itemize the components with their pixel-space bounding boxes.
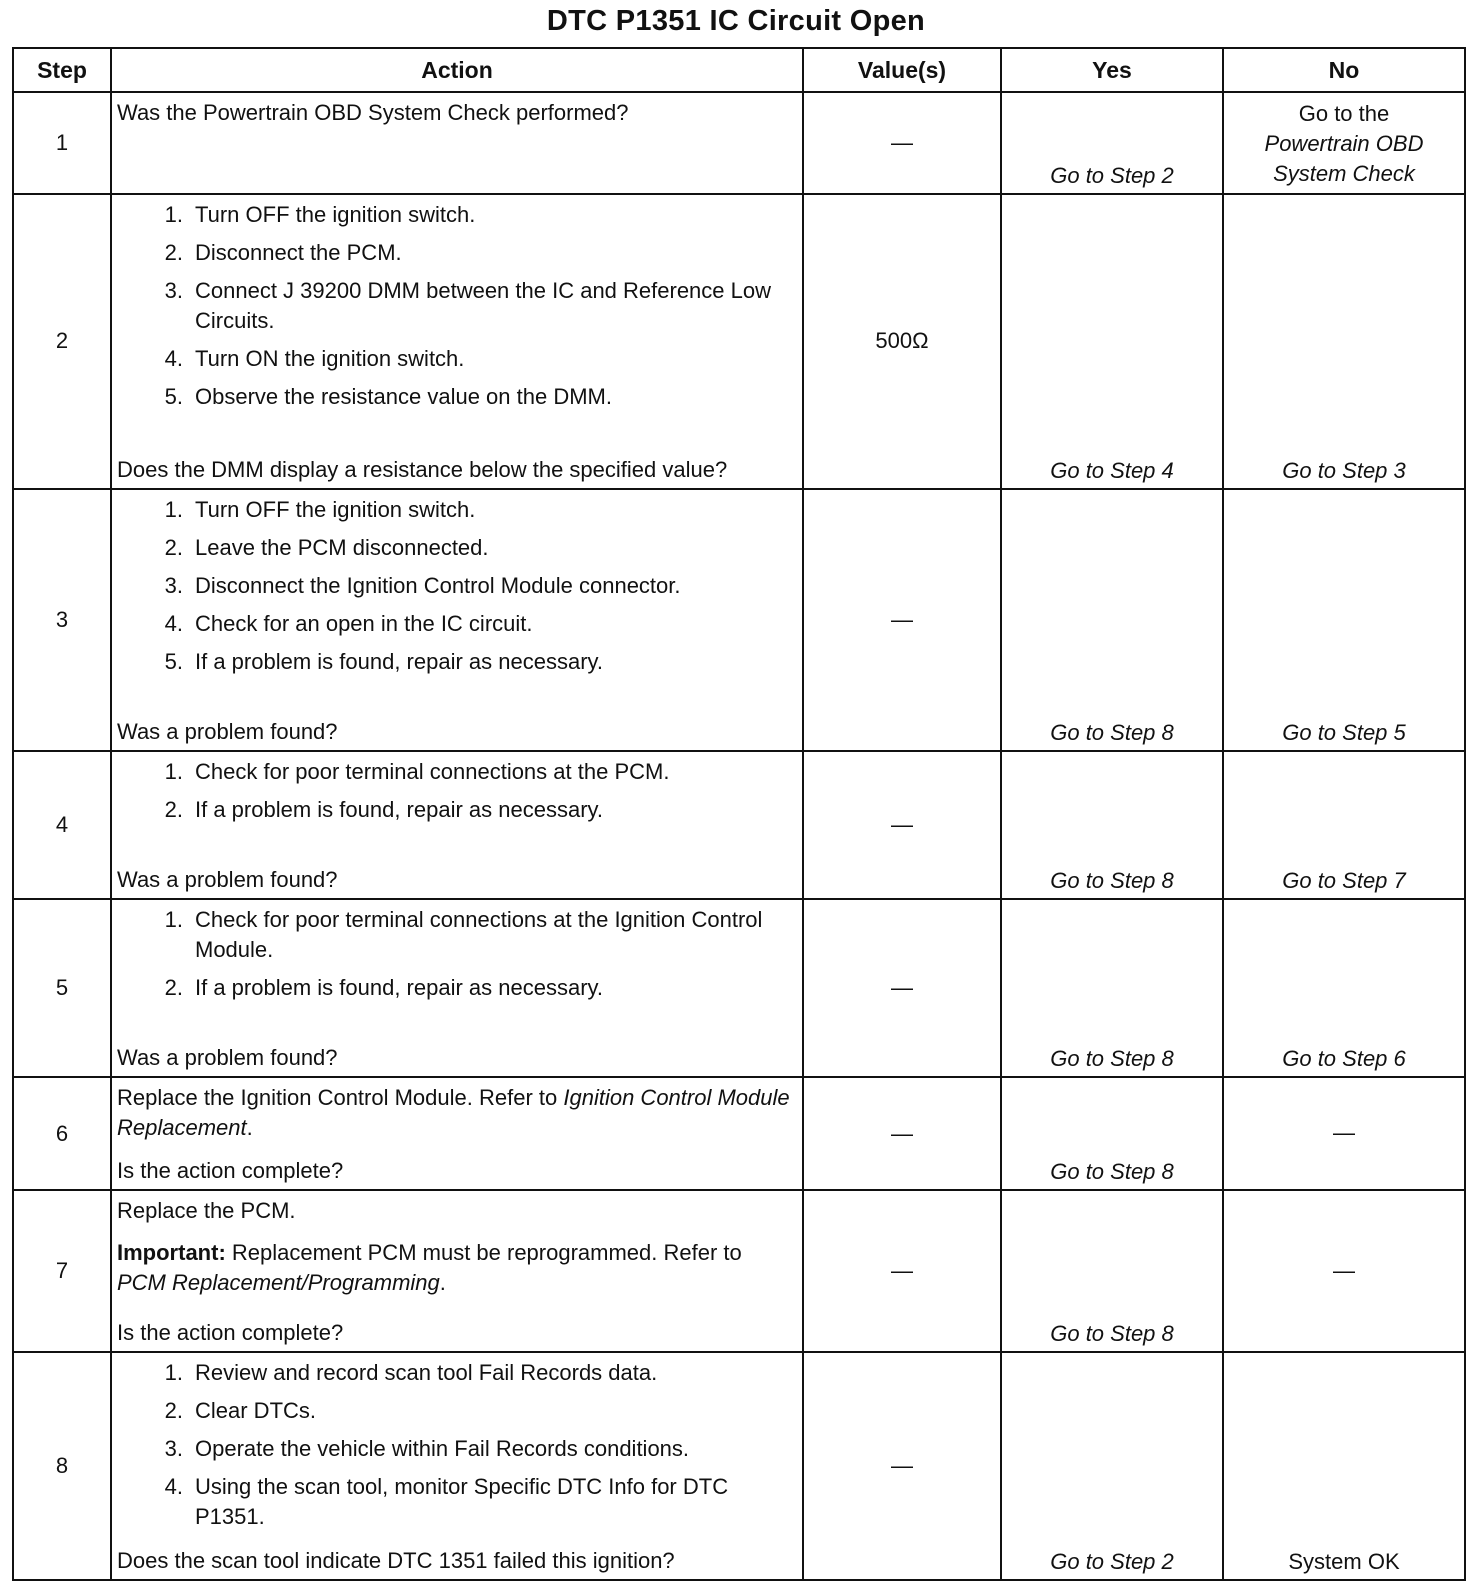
value-cell: — (803, 1077, 1001, 1190)
action-cell (111, 1352, 803, 1580)
action-cell (111, 1190, 803, 1352)
value-cell: — (803, 489, 1001, 751)
action-question: Does the DMM display a resistance below the specified value? (117, 456, 728, 482)
list-item: 3. Connect J 39200 DMM between the IC and Reference Low Circuits. (164, 277, 771, 333)
substep-list (117, 1358, 794, 1532)
value-cell: — (803, 92, 1001, 194)
yes-cell: Go to Step 4 (1001, 194, 1223, 489)
action-question: Does the scan tool indicate DTC 1351 failed this ignition? (117, 1548, 675, 1573)
no-cell (1223, 92, 1465, 194)
table-header-row (13, 48, 1465, 92)
substep-list (117, 905, 794, 1003)
list-item: 4. Turn ON the ignition switch. (164, 345, 465, 371)
no-reference: Powertrain OBD System Check (1264, 131, 1424, 186)
list-item: 2. If a problem is found, repair as necessary. (164, 974, 604, 1000)
no-cell: — (1223, 1190, 1465, 1352)
reference-link: Ignition Control Module Replacement (117, 1085, 790, 1141)
list-item: 4. Using the scan tool, monitor Specific DTC Info for DTC P1351. (164, 1473, 729, 1529)
table-row (13, 1352, 1465, 1580)
header-step: Step (13, 48, 111, 92)
yes-cell: Go to Step 2 (1001, 1352, 1223, 1580)
action-cell (111, 751, 803, 898)
table-row (13, 489, 1465, 751)
step-number: 8 (13, 1352, 111, 1580)
table-row (13, 751, 1465, 898)
yes-cell: Go to Step 8 (1001, 1190, 1223, 1352)
list-item: 2. Clear DTCs. (164, 1397, 317, 1423)
action-cell (111, 899, 803, 1078)
list-item: 2. Disconnect the PCM. (164, 239, 402, 265)
step-number: 1 (13, 92, 111, 194)
header-values: Value(s) (803, 48, 1001, 92)
list-item: 2. Leave the PCM disconnected. (164, 534, 489, 560)
substep-list (117, 757, 794, 825)
yes-cell: Go to Step 8 (1001, 489, 1223, 751)
no-cell: Go to Step 7 (1223, 751, 1465, 898)
no-cell: Go to Step 6 (1223, 899, 1465, 1078)
action-question: Was a problem found? (117, 1045, 338, 1071)
table-row (13, 92, 1465, 194)
action-question: Was a problem found? (117, 866, 338, 892)
substep-list (117, 200, 794, 412)
list-item: 4. Check for an open in the IC circuit. (164, 610, 533, 636)
list-item: 1. Turn OFF the ignition switch. (164, 201, 476, 227)
list-item: 5. If a problem is found, repair as necessary. (164, 648, 604, 674)
important-note: Important: Replacement PCM must be reprogrammed. Refer to PCM Replacement/Programming. (117, 1240, 742, 1296)
table-row (13, 194, 1465, 489)
list-item: 1. Turn OFF the ignition switch. (164, 496, 476, 522)
list-item: 1. Check for poor terminal connections at the Ignition Control Module. (164, 906, 763, 962)
step-number: 6 (13, 1077, 111, 1190)
step-number: 5 (13, 899, 111, 1078)
action-question: Is the action complete? (117, 1158, 344, 1184)
action-cell (111, 194, 803, 489)
header-no: No (1223, 48, 1465, 92)
value-cell: — (803, 1190, 1001, 1352)
list-item: 3. Disconnect the Ignition Control Module connector. (164, 572, 681, 598)
step-number: 4 (13, 751, 111, 898)
no-prefix: Go to the (1298, 101, 1390, 126)
value-cell: — (803, 751, 1001, 898)
diagnostic-table (12, 47, 1466, 1581)
header-yes: Yes (1001, 48, 1223, 92)
yes-cell: Go to Step 8 (1001, 751, 1223, 898)
step-number: 2 (13, 194, 111, 489)
yes-cell: Go to Step 8 (1001, 1077, 1223, 1190)
action-instruction: Replace the PCM. (117, 1198, 296, 1224)
no-cell: Go to Step 3 (1223, 194, 1465, 489)
step-number: 3 (13, 489, 111, 751)
yes-cell: Go to Step 2 (1001, 92, 1223, 194)
action-cell (111, 92, 803, 194)
table-row (13, 1077, 1465, 1190)
action-cell (111, 1077, 803, 1190)
header-action: Action (111, 48, 803, 92)
list-item: 3. Operate the vehicle within Fail Records conditions. (164, 1435, 690, 1461)
reference-link: PCM Replacement/Programming (117, 1270, 440, 1296)
no-cell: System OK (1223, 1352, 1465, 1580)
list-item: 1. Review and record scan tool Fail Records data. (164, 1359, 658, 1385)
table-row (13, 1190, 1465, 1352)
no-cell: — (1223, 1077, 1465, 1190)
action-cell (111, 489, 803, 751)
value-cell: — (803, 899, 1001, 1078)
list-item: 1. Check for poor terminal connections at the PCM. (164, 759, 670, 785)
page-title: DTC P1351 IC Circuit Open (546, 5, 926, 37)
list-item: 5. Observe the resistance value on the DMM. (164, 383, 612, 409)
action-question: Is the action complete? (117, 1319, 344, 1345)
table-row (13, 899, 1465, 1078)
substep-list (117, 495, 794, 677)
action-question: Was a problem found? (117, 719, 338, 745)
yes-cell: Go to Step 8 (1001, 899, 1223, 1078)
list-item: 2. If a problem is found, repair as necessary. (164, 797, 604, 823)
action-instruction: Replace the Ignition Control Module. Refer to Ignition Control Module Replacement. (117, 1085, 790, 1141)
no-cell: Go to Step 5 (1223, 489, 1465, 751)
step-number: 7 (13, 1190, 111, 1352)
action-question: Was the Powertrain OBD System Check performed? (117, 100, 629, 125)
value-cell: — (803, 1352, 1001, 1580)
value-cell: 500Ω (803, 194, 1001, 489)
